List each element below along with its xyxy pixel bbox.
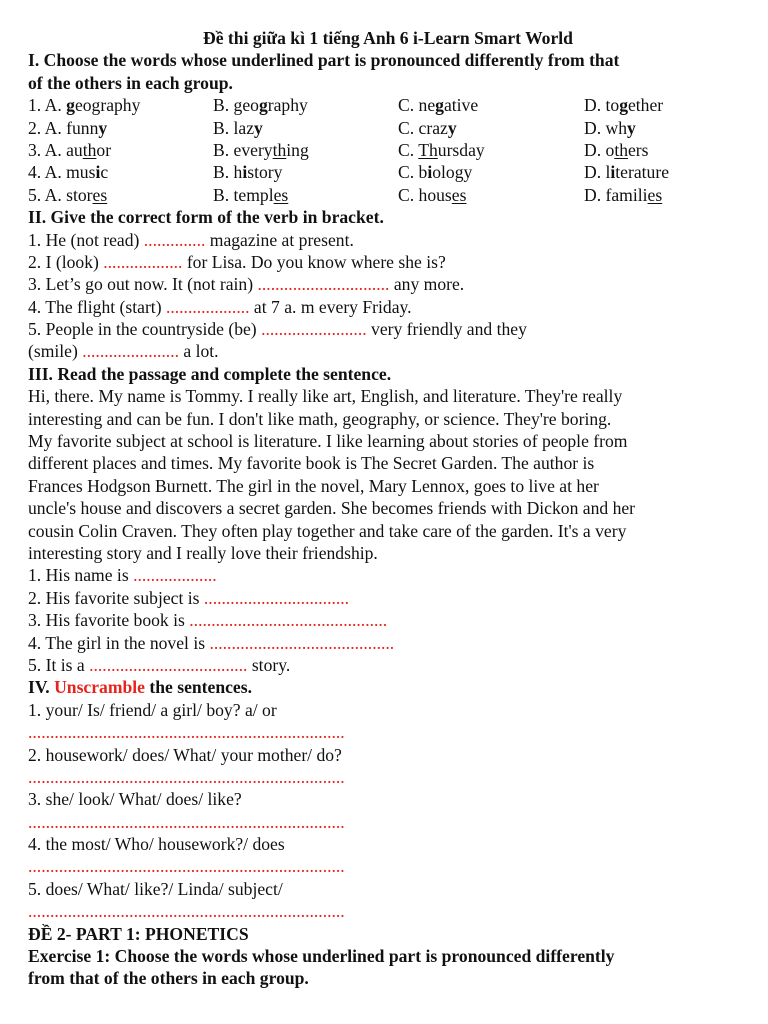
- question-text: 1. He (not read): [28, 229, 144, 250]
- unscramble-prompt: 3. she/ look/ What/ does/ like?: [28, 789, 242, 810]
- unscramble-prompt: 5. does/ What/ like?/ Linda/ subject/: [28, 878, 283, 899]
- phonetics-row: [28, 184, 748, 206]
- phonetics-row: [28, 94, 748, 116]
- unscramble-prompt: 4. the most/ Who/ housework?/ does: [28, 834, 285, 855]
- option-text-rest: eography: [74, 95, 141, 116]
- answer-blank[interactable]: .............................................: [189, 610, 388, 631]
- option-text: B. laz: [213, 117, 255, 138]
- phonetics-row: [28, 161, 748, 183]
- option-text-rest: ative: [443, 95, 479, 116]
- answer-option[interactable]: [398, 139, 584, 161]
- option-text-rest: story: [247, 162, 283, 183]
- answer-option[interactable]: [584, 117, 734, 139]
- exercise-1-heading: Exercise 1: Choose the words whose underlined part is pronounced differently: [28, 946, 615, 967]
- section-4-heading: [28, 676, 748, 698]
- question-text: 1. His name is: [28, 565, 134, 586]
- verb-question: [28, 296, 748, 318]
- answer-blank[interactable]: ..........................................: [209, 632, 395, 653]
- answer-option[interactable]: [398, 94, 584, 116]
- reading-question: [28, 587, 748, 609]
- bold-letters: g: [258, 95, 268, 116]
- underlined-letters: th: [614, 139, 628, 160]
- reading-question: [28, 564, 748, 586]
- unscramble-answer-line[interactable]: ........................................................................: [28, 722, 345, 743]
- phonetics-row: [28, 117, 748, 139]
- option-text-rest: ursday: [437, 139, 485, 160]
- verb-form-list: [28, 229, 748, 363]
- question-text: 3. Let’s go out now. It (not rain): [28, 274, 258, 295]
- answer-option[interactable]: [213, 139, 398, 161]
- question-text-rest: story.: [247, 654, 291, 675]
- option-text: C. hous: [398, 184, 452, 205]
- question-text: 4. The flight (start): [28, 296, 166, 317]
- verb-question: [28, 229, 748, 251]
- passage-line: interesting and can be fun. I don't like math, geography, or science. They're boring.: [28, 408, 612, 429]
- question-text: (smile): [28, 341, 83, 362]
- bold-letters: i: [610, 162, 616, 183]
- answer-option[interactable]: [213, 161, 398, 183]
- option-text: C. ne: [398, 95, 436, 116]
- unscramble-prompt: 1. your/ Is/ friend/ a girl/ boy? a/ or: [28, 699, 277, 720]
- answer-option[interactable]: [398, 184, 584, 206]
- bold-letters: y: [627, 117, 636, 138]
- reading-question: [28, 609, 748, 631]
- section-4-heading-rest: the sentences.: [144, 677, 252, 698]
- worksheet: [28, 27, 748, 990]
- answer-option[interactable]: [28, 184, 213, 206]
- passage-line: uncle's house and discovers a secret garden. She becomes friends with Dickon and her: [28, 498, 636, 519]
- answer-blank[interactable]: ..............: [143, 229, 206, 250]
- answer-option[interactable]: [584, 184, 734, 206]
- unscramble-answer-line[interactable]: ........................................................................: [28, 811, 345, 832]
- underlined-letters: th: [272, 139, 287, 160]
- answer-option[interactable]: [213, 94, 398, 116]
- option-text: B. h: [213, 162, 243, 183]
- section-3-heading: III. Read the passage and complete the sentence.: [28, 363, 392, 384]
- underlined-letters: es: [273, 184, 289, 205]
- bold-letters: g: [66, 95, 75, 116]
- option-text-rest: or: [96, 139, 112, 160]
- verb-question: [28, 273, 748, 295]
- answer-blank[interactable]: ..................: [103, 251, 183, 272]
- section-1-heading: I. Choose the words whose underlined part is pronounced differently from that: [28, 50, 620, 71]
- reading-question: [28, 654, 748, 676]
- verb-question: [28, 251, 748, 273]
- option-text: D. l: [584, 162, 611, 183]
- option-text-rest: c: [100, 162, 109, 183]
- section-2-heading: II. Give the correct form of the verb in bracket.: [28, 207, 384, 228]
- passage-line: Frances Hodgson Burnett. The girl in the novel, Mary Lennox, goes to live at her: [28, 475, 599, 496]
- verb-question: [28, 340, 748, 362]
- answer-option[interactable]: [398, 117, 584, 139]
- reading-question-list: [28, 564, 748, 676]
- page-title: Đề thi giữa kì 1 tiếng Anh 6 i-Learn Smart World: [203, 28, 573, 48]
- bold-letters: y: [98, 117, 108, 138]
- question-text-rest: any more.: [389, 274, 465, 295]
- answer-blank[interactable]: .................................: [203, 587, 350, 608]
- answer-option[interactable]: [28, 139, 213, 161]
- reading-passage: [28, 385, 748, 564]
- bold-letters: y: [254, 117, 263, 138]
- option-text: C. craz: [398, 117, 448, 138]
- option-text: C. b: [398, 162, 428, 183]
- underlined-letters: es: [451, 184, 467, 205]
- question-text-rest: very friendly and they: [366, 319, 527, 340]
- option-text: 5. A. stor: [28, 184, 93, 205]
- option-text-rest: ing: [286, 139, 309, 160]
- answer-option[interactable]: [28, 161, 213, 183]
- unscramble-list: [28, 699, 748, 923]
- answer-blank[interactable]: ....................................: [89, 654, 248, 675]
- question-text-rest: for Lisa. Do you know where she is?: [182, 251, 446, 272]
- unscramble-answer-line[interactable]: ........................................................................: [28, 901, 345, 922]
- bold-letters: i: [242, 162, 248, 183]
- answer-blank[interactable]: ..............................: [257, 274, 390, 295]
- underlined-letters: es: [92, 184, 108, 205]
- option-text: C.: [398, 139, 419, 160]
- underlined-letters: Th: [418, 139, 438, 160]
- phonetics-row: [28, 139, 748, 161]
- bold-letters: y: [447, 117, 457, 138]
- option-text: D. to: [584, 95, 620, 116]
- option-text: B. geo: [213, 95, 259, 116]
- section-4-numeral: IV.: [28, 677, 55, 698]
- bold-letters: i: [427, 162, 433, 183]
- verb-question: [28, 318, 748, 340]
- answer-blank[interactable]: ...................: [133, 565, 217, 586]
- passage-line: Hi, there. My name is Tommy. I really like art, English, and literature. They're really: [28, 386, 623, 407]
- bold-letters: g: [435, 95, 444, 116]
- question-text: 4. The girl in the novel is: [28, 632, 210, 653]
- passage-line: My favorite subject at school is literature. I like learning about stories of people from: [28, 431, 628, 452]
- option-text-rest: ether: [627, 95, 664, 116]
- reading-question: [28, 632, 748, 654]
- passage-line: interesting story and I really love their friendship.: [28, 542, 378, 563]
- answer-option[interactable]: [584, 94, 734, 116]
- answer-blank[interactable]: ...................: [165, 296, 250, 317]
- bold-letters: g: [619, 95, 628, 116]
- underlined-letters: es: [647, 184, 663, 205]
- answer-option[interactable]: [213, 184, 398, 206]
- option-text: 2. A. funn: [28, 117, 99, 138]
- option-text: B. every: [213, 139, 273, 160]
- question-text-rest: a lot.: [179, 341, 219, 362]
- option-text: D. o: [584, 139, 615, 160]
- answer-blank[interactable]: ........................: [261, 319, 367, 340]
- unscramble-answer-line[interactable]: ........................................................................: [28, 766, 345, 787]
- unscramble-prompt: 2. housework/ does/ What/ your mother/ do?: [28, 744, 342, 765]
- question-text: 3. His favorite book is: [28, 610, 190, 631]
- question-text-rest: at 7 a. m every Friday.: [249, 296, 412, 317]
- option-text-rest: raphy: [267, 95, 308, 116]
- option-text-rest: ers: [628, 139, 649, 160]
- underlined-letters: th: [82, 139, 97, 160]
- exercise-1-heading-cont: from that of the others in each group.: [28, 968, 309, 989]
- bold-letters: i: [95, 162, 101, 183]
- passage-line: cousin Colin Craven. They often play together and take care of the garden. It's a very: [28, 520, 627, 541]
- option-text: B. templ: [213, 184, 274, 205]
- question-text: 2. His favorite subject is: [28, 587, 204, 608]
- answer-option[interactable]: [398, 161, 584, 183]
- answer-option[interactable]: [584, 161, 734, 183]
- question-text: 2. I (look): [28, 251, 104, 272]
- option-text: 1. A.: [28, 95, 67, 116]
- passage-line: different places and times. My favorite book is The Secret Garden. The author is: [28, 453, 595, 474]
- answer-option[interactable]: [213, 117, 398, 139]
- option-text: 3. A. au: [28, 139, 83, 160]
- option-text: D. famili: [584, 184, 648, 205]
- section-1-heading-cont: of the others in each group.: [28, 72, 233, 93]
- answer-option[interactable]: [28, 117, 213, 139]
- test-2-heading: ĐỀ 2- PART 1: PHONETICS: [28, 923, 249, 944]
- question-text: 5. It is a: [28, 654, 90, 675]
- answer-blank[interactable]: ......................: [82, 341, 179, 362]
- phonetics-table: [28, 94, 748, 206]
- answer-option[interactable]: [28, 94, 213, 116]
- option-text: 4. A. mus: [28, 162, 96, 183]
- question-text-rest: magazine at present.: [205, 229, 354, 250]
- question-text: 5. People in the countryside (be): [28, 319, 262, 340]
- unscramble-word: Unscramble: [54, 677, 145, 698]
- answer-option[interactable]: [584, 139, 734, 161]
- option-text: D. wh: [584, 117, 628, 138]
- option-text-rest: terature: [615, 162, 669, 183]
- unscramble-answer-line[interactable]: ........................................................................: [28, 856, 345, 877]
- option-text-rest: ology: [432, 162, 473, 183]
